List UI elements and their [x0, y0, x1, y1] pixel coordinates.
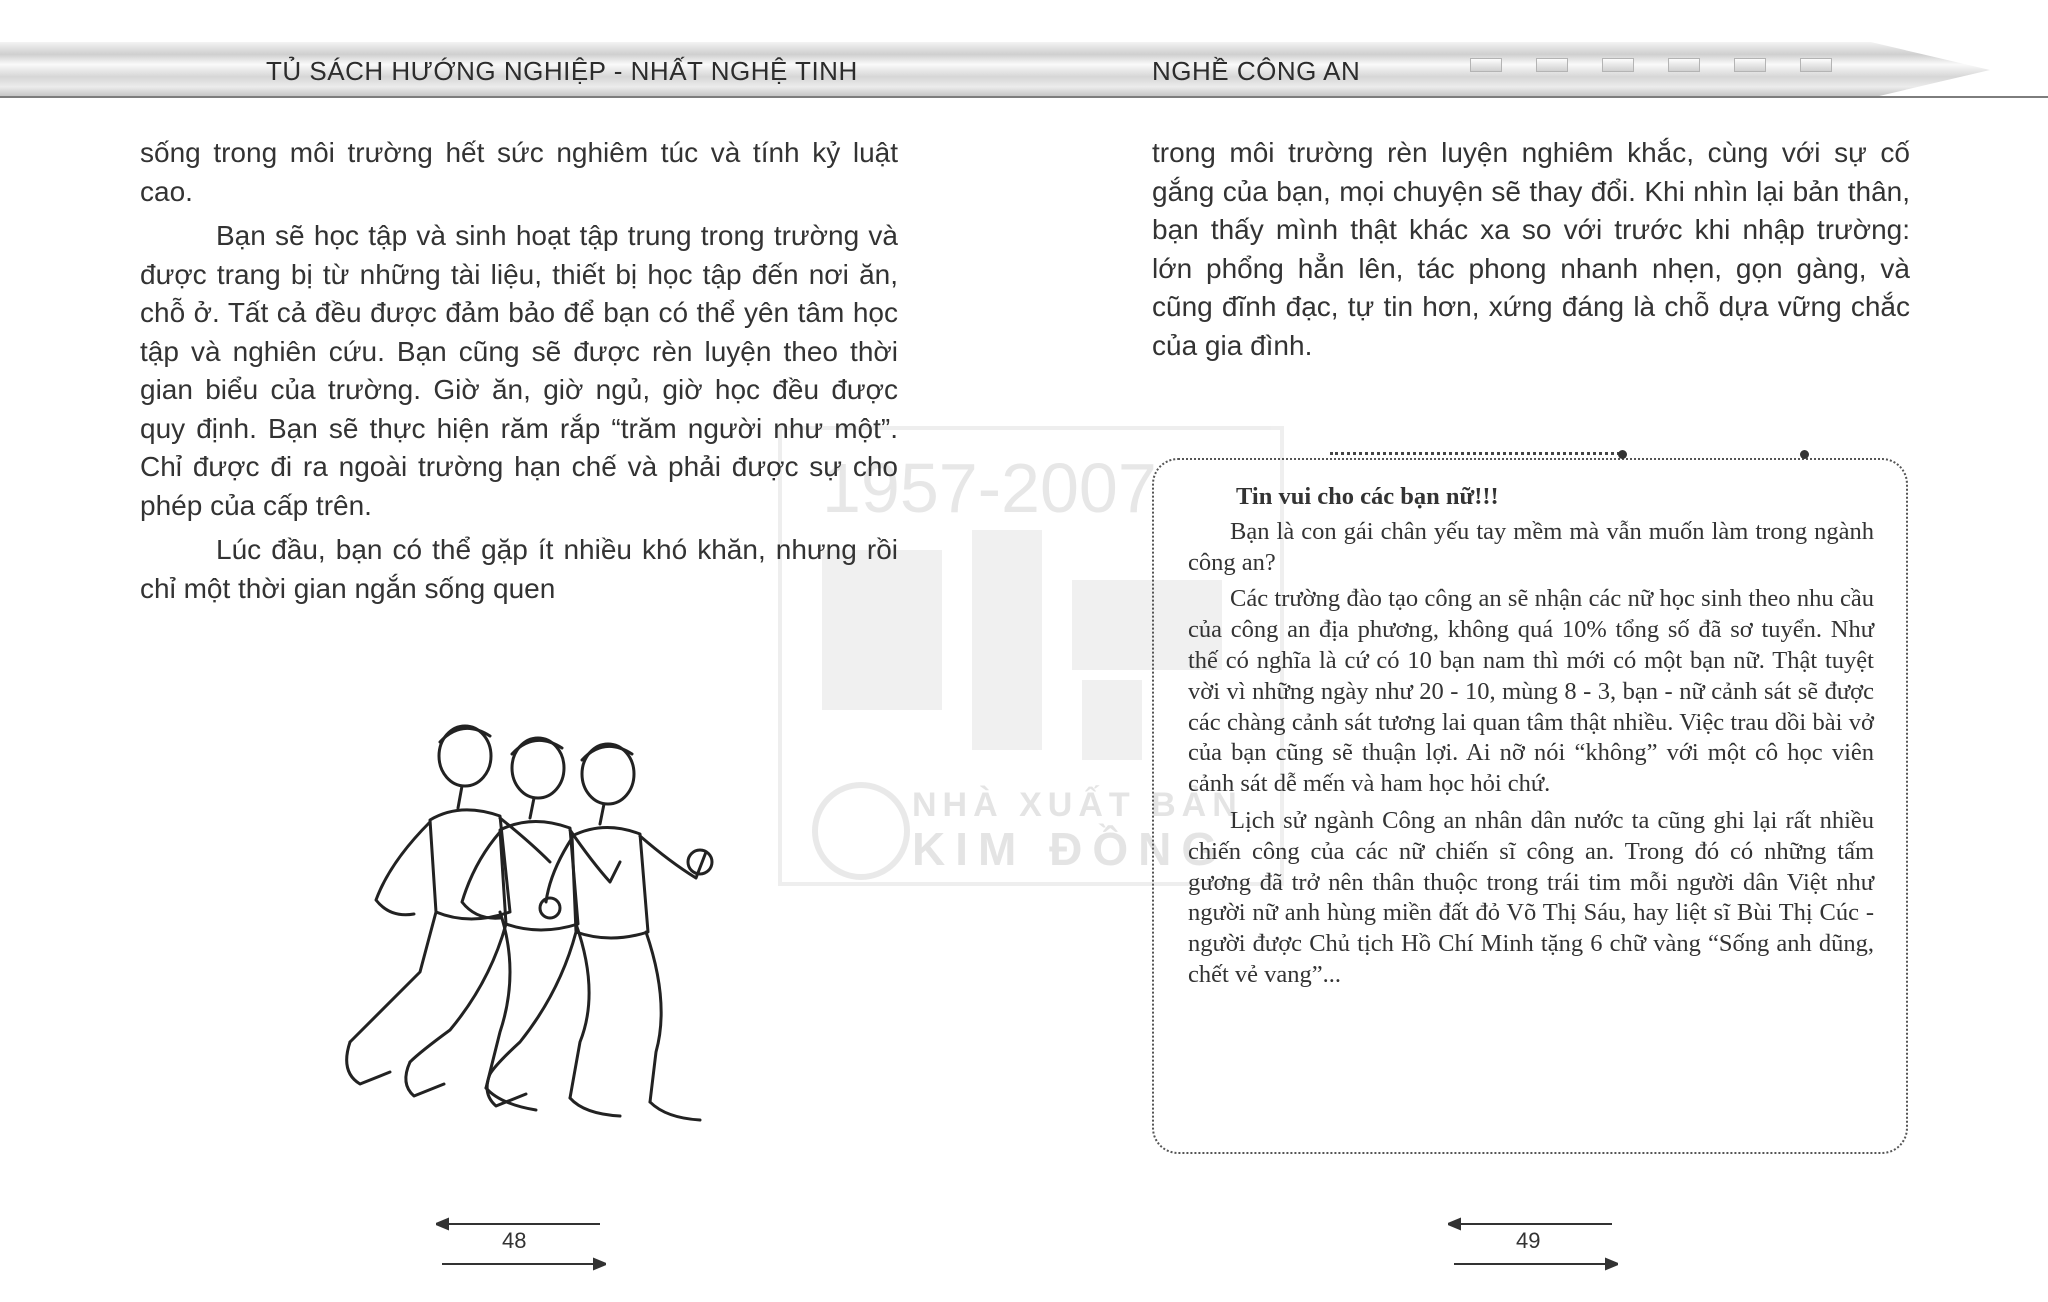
note-paragraph: Bạn là con gái chân yếu tay mềm mà vẫn muốn làm trong ngành công an?: [1188, 517, 1874, 576]
left-paragraph: Bạn sẽ học tập và sinh hoạt tập trung trong trường và được trang bị từ những tài liệu, thiết bị học tập đến nơi ăn, chỗ ở. Tất cả đều được đảm bảo để bạn có thể yên tâm học tập và nghiên cứu. Bạn cũng sẽ được rèn luyện theo thời gian biểu của trường. Giờ ăn, giờ ngủ, giờ học đều được quy định. Bạn sẽ thực hiện răm rắp “trăm người như một”. Chỉ được đi ra ngoài trường hạn chế và phải được sự cho phép của cấp trên.: [140, 220, 898, 521]
watermark-publisher-name: KIM ĐỒNG: [912, 823, 1228, 875]
page-number-left: 48: [502, 1228, 527, 1253]
note-dot: [1800, 450, 1809, 459]
note-paragraph: Các trường đào tạo công an sẽ nhận các nữ học sinh theo nhu cầu của công an địa phương, không quá 10% tổng số đã sơ tuyển. Như thế có nghĩa là cứ có 10 bạn nam thì mới có một bạn nữ. Thật tuyệt vời vì những ngày như 20 - 10, mùng 8 - 3, bạn - nữ cảnh sát sẽ được các chàng cảnh sát tương lai quan tâm thật nhiều. Việc trau dồi bài vở của bạn cũng sẽ thuận lợi. Ai nỡ nói “không” với một cô học viên cảnh sát dễ mến và ham học hỏi chứ.: [1188, 585, 1874, 798]
runners-illustration: [200, 712, 780, 1132]
left-paragraph: Lúc đầu, bạn có thể gặp ít nhiều khó khăn, nhưng rồi chỉ một thời gian ngắn sống quen: [140, 534, 898, 604]
right-paragraph: trong môi trường rèn luyện nghiêm khắc, cùng với sự cố gắng của bạn, mọi chuyện sẽ thay đổi. Khi nhìn lại bản thân, bạn thấy mình thật khác xa so với trước khi nhập trường: lớn phổng hẳn lên, tác phong nhanh nhẹn, gọn gàng, và cũng đĩnh đạc, tự tin hơn, xứng đáng là chỗ dựa vững chắc của gia đình.: [1152, 137, 1910, 361]
right-page-body: [1152, 134, 1910, 365]
watermark-emblem-icon: [812, 782, 910, 880]
watermark-publisher: NHÀ XUẤT BẢN: [912, 786, 1243, 824]
note-title: Tin vui cho các bạn nữ!!!: [1236, 483, 1499, 510]
left-paragraph: sống trong môi trường hết sức nghiêm túc và tính kỷ luật cao.: [140, 137, 898, 207]
series-title: TỦ SÁCH HƯỚNG NGHIỆP - NHẤT NGHỆ TINH: [266, 56, 858, 86]
watermark-year: 1957-2007: [822, 449, 1157, 527]
note-top-dotted-line: [1330, 452, 1620, 463]
header-decoration: [1470, 58, 1890, 80]
header-rule: [0, 96, 2048, 98]
watermark-logo-block: [1082, 680, 1142, 760]
watermark-logo-block: [972, 530, 1042, 750]
runner-figure: [347, 726, 550, 1110]
chapter-title: NGHỀ CÔNG AN: [1152, 56, 1361, 86]
left-page-body: [140, 134, 898, 614]
note-content: [1188, 482, 1874, 997]
runner-figure: [487, 744, 712, 1120]
note-paragraph: Lịch sử ngành Công an nhân dân nước ta cũng ghi lại rất nhiều chiến công của các nữ chiến sĩ công an. Trong đó có những tấm gương đã trở nên thân thuộc trong trái tim mỗi người dân Việt như người nữ anh hùng miền đất đỏ Võ Thị Sáu, hay liệt sĩ Bùi Thị Cúc - người được Chủ tịch Hồ Chí Minh tặng 6 chữ vàng “Sống anh dũng, chết vẻ vang”...: [1188, 806, 1874, 988]
note-dot: [1618, 450, 1627, 459]
page-number-right: 49: [1516, 1228, 1541, 1253]
